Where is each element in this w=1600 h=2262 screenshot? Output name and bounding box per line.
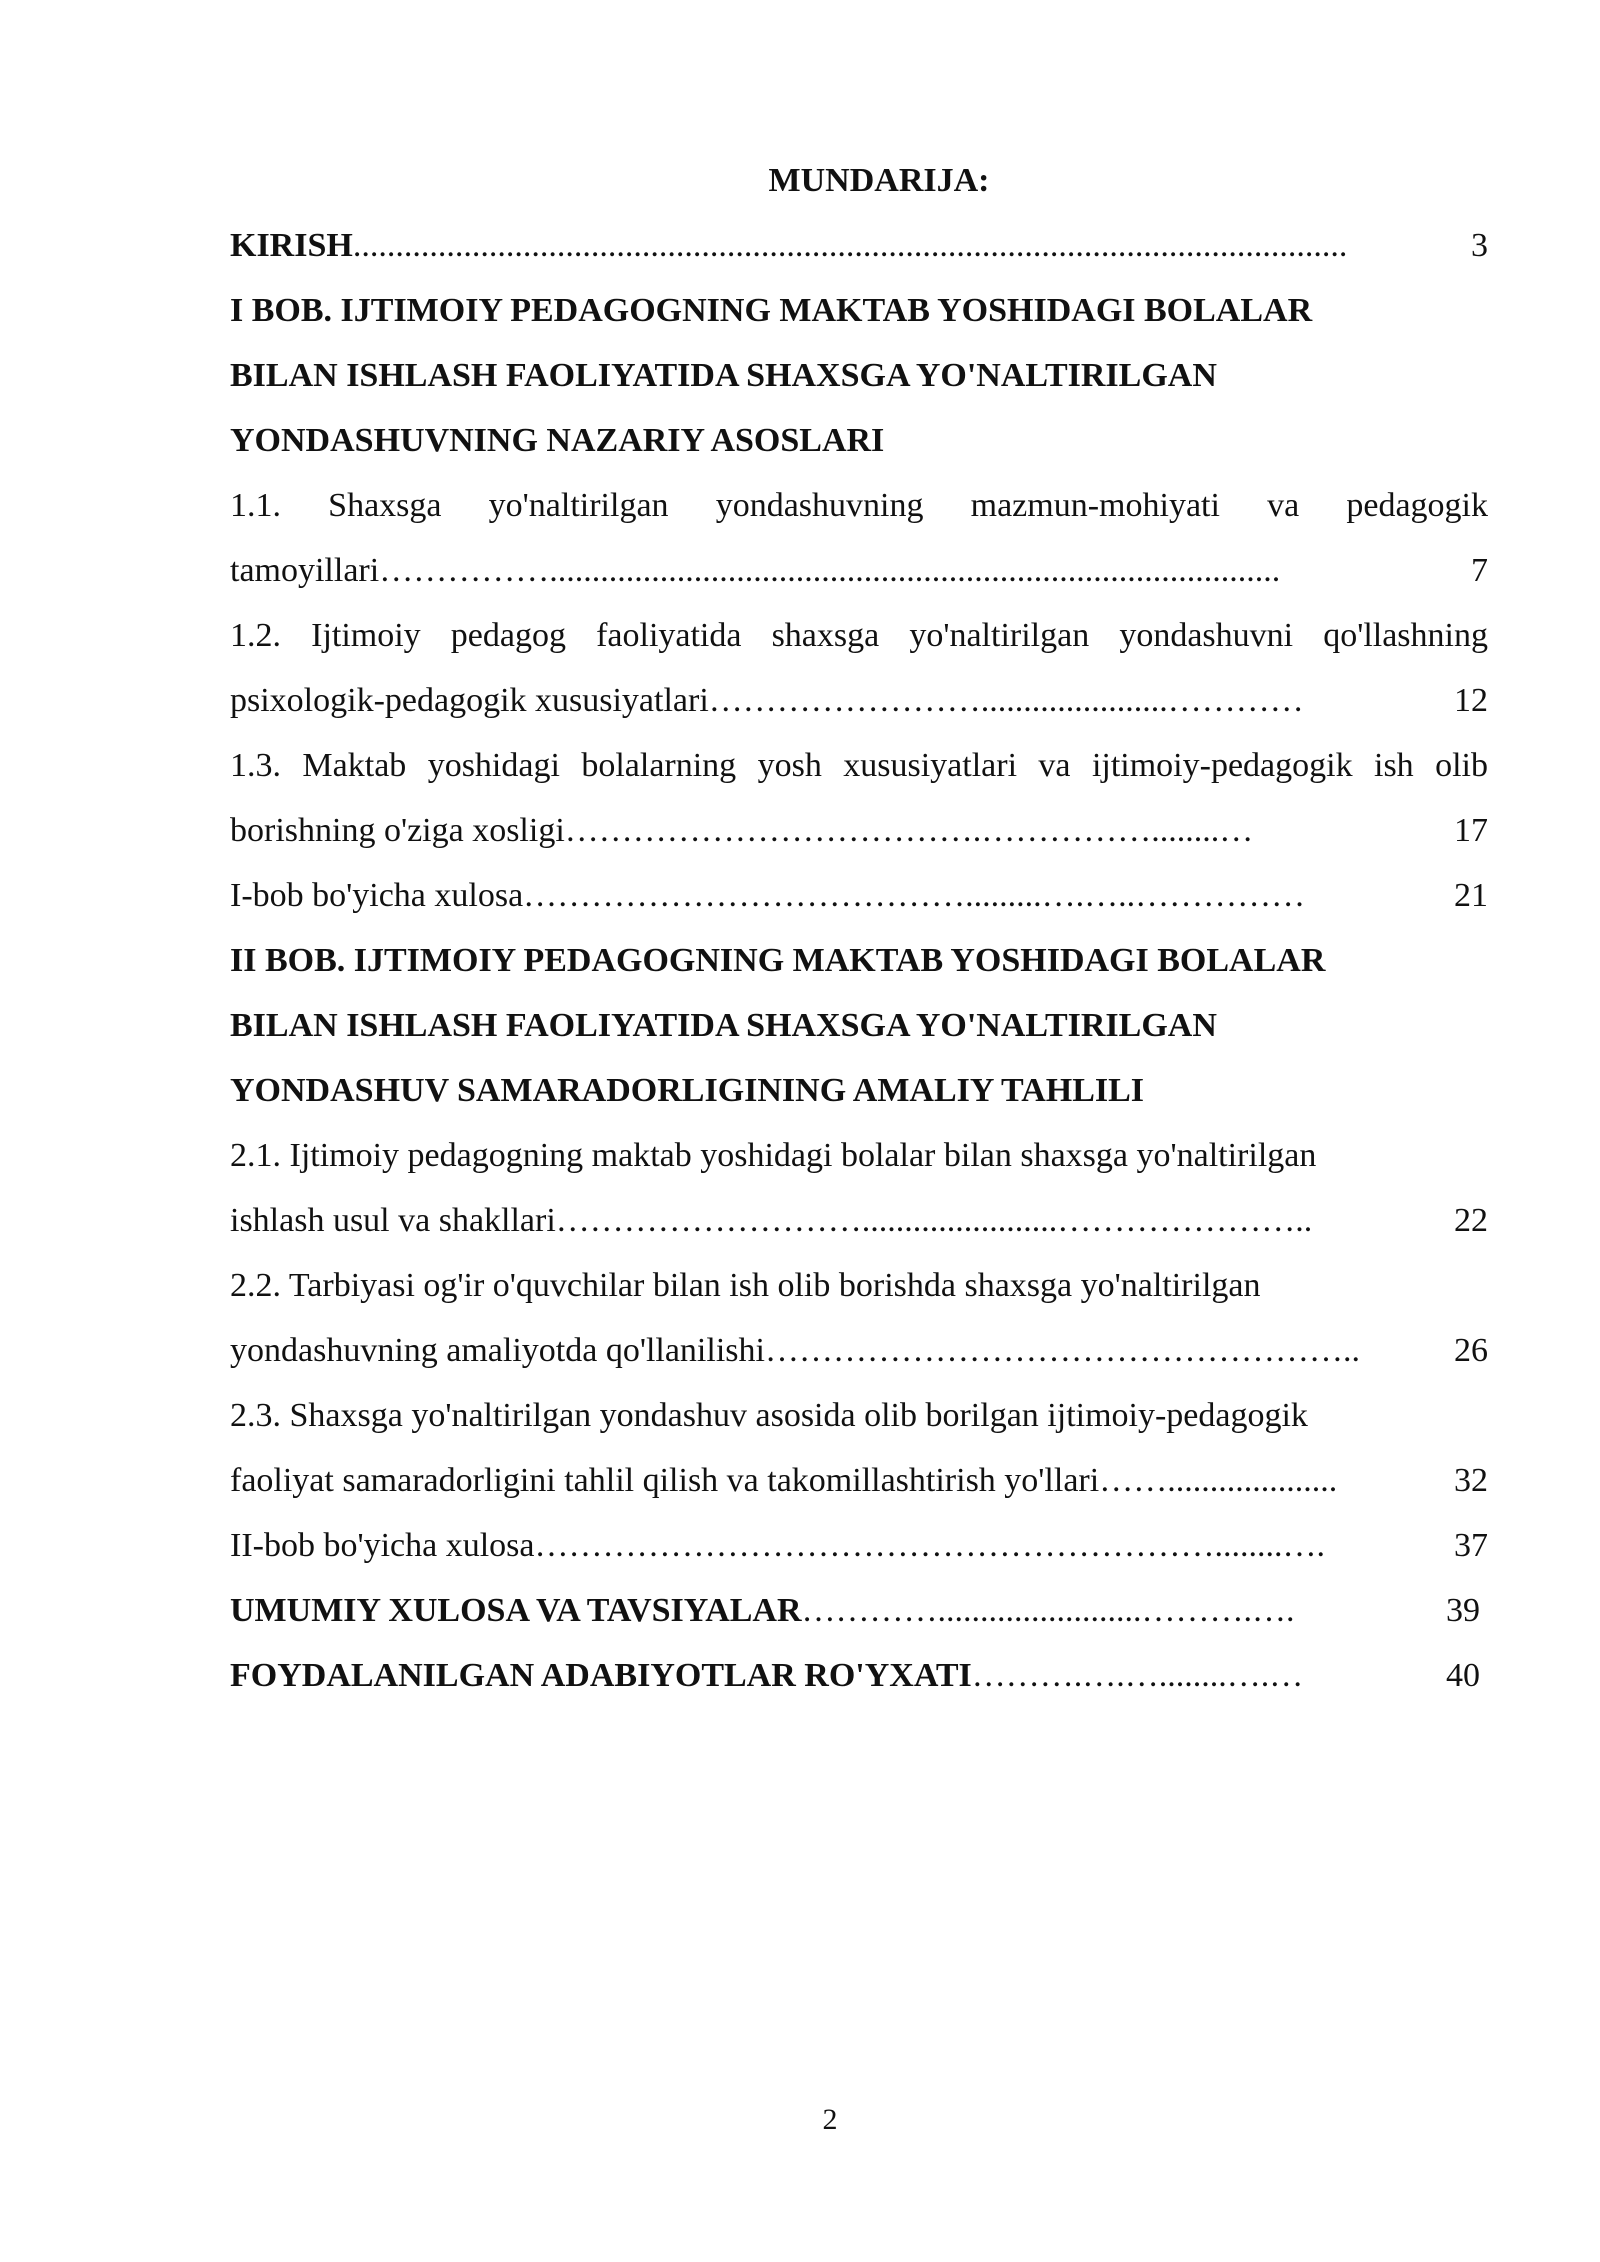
toc-entry-first-line: 1.3. Maktab yoshidagi bolalarning yosh xususiyatlari va ijtimoiy-pedagogik ish olib <box>230 747 1488 784</box>
toc-entry-label: tamoyillari <box>230 552 380 589</box>
toc-entry-last-line <box>230 668 1488 733</box>
toc-entry-chapter-1-summary[interactable] <box>230 863 1488 928</box>
toc-page-number: 17 <box>1454 812 1488 849</box>
toc-entry-first-line: 2.1. Ijtimoiy pedagogning maktab yoshidagi bolalar bilan shaxsga yo'naltirilgan <box>230 1137 1317 1174</box>
toc-entry-label: FOYDALANILGAN ADABIYOTLAR RO'YXATI <box>230 1657 972 1694</box>
toc-entry-last-line <box>230 538 1488 603</box>
toc-entry-1-2[interactable] <box>230 603 1488 733</box>
page-number: 2 <box>822 2103 838 2136</box>
toc-page-number: 22 <box>1454 1202 1488 1239</box>
toc-entry-label: II-bob bo'yicha xulosa <box>230 1527 535 1564</box>
table-of-contents <box>230 148 1488 1708</box>
toc-entry-label: yondashuvning amaliyotda qo'llanilishi <box>230 1332 765 1369</box>
toc-entry-label: borishning o'ziga xosligi <box>230 812 565 849</box>
toc-entry-label: I-bob bo'yicha xulosa <box>230 877 524 914</box>
toc-page-number: 21 <box>1454 877 1488 914</box>
toc-entry-general-conclusion[interactable] <box>230 1578 1480 1643</box>
toc-chapter-2-heading[interactable] <box>230 928 1488 1123</box>
toc-leader-dots: …………………………………………….. <box>764 1332 1360 1369</box>
toc-page-number: 26 <box>1454 1332 1488 1369</box>
toc-entry-last-line <box>230 1188 1488 1253</box>
toc-entry-first-line: 2.3. Shaxsga yo'naltirilgan yondashuv asosida olib borilgan ijtimoiy-pedagogik <box>230 1397 1308 1434</box>
toc-chapter-1-heading[interactable] <box>230 278 1488 473</box>
toc-leader-dots: ……………………………………………………........…. <box>534 1527 1325 1564</box>
chapter-heading-line: YONDASHUVNING NAZARIY ASOSLARI <box>230 422 885 459</box>
chapter-heading-line: YONDASHUV SAMARADORLIGINING AMALIY TAHLILI <box>230 1072 1145 1109</box>
toc-page-number: 40 <box>1446 1657 1480 1694</box>
toc-page-number: 12 <box>1454 682 1488 719</box>
toc-leader-dots: ……………………………….……………........… <box>564 812 1254 849</box>
toc-page-number: 37 <box>1454 1527 1488 1564</box>
toc-entry-label: psixologik-pedagogik xususiyatlari <box>230 682 709 719</box>
toc-entry-1-3[interactable] <box>230 733 1488 863</box>
toc-entry-2-2[interactable] <box>230 1253 1488 1383</box>
toc-leader-dots: ………………………………….........….…..…………… <box>523 877 1306 914</box>
toc-entry-last-line <box>230 1448 1488 1513</box>
toc-entry-first-line: 1.2. Ijtimoiy pedagog faoliyatida shaxsga yo'naltirilgan yondashuvni qo'llashning <box>230 617 1488 654</box>
toc-entry-first-line: 2.2. Tarbiyasi og'ir o'quvchilar bilan ish olib borishda shaxsga yo'naltirilgan <box>230 1267 1261 1304</box>
toc-page-number: 3 <box>1471 227 1488 264</box>
toc-leader-dots: …………........................……….…. <box>801 1592 1295 1629</box>
toc-leader-dots: ……….….…........….… <box>971 1657 1304 1694</box>
toc-entry-label: UMUMIY XULOSA VA TAVSIYALAR <box>230 1592 802 1629</box>
toc-entry-references[interactable] <box>230 1643 1480 1708</box>
toc-entry-kirish[interactable] <box>230 213 1488 278</box>
toc-entry-label: faoliyat samaradorligini tahlil qilish va takomillashtirish yo'llari <box>230 1462 1100 1499</box>
toc-title: MUNDARIJA: <box>768 162 990 199</box>
toc-entry-chapter-2-summary[interactable] <box>230 1513 1488 1578</box>
toc-leader-dots: ……………………......................………… <box>708 682 1304 719</box>
toc-entry-last-line <box>230 798 1488 863</box>
toc-entry-label: KIRISH <box>230 227 353 264</box>
toc-entry-1-1[interactable] <box>230 473 1488 603</box>
toc-leader-dots: ..................................................................................................................... <box>352 227 1348 264</box>
toc-page-number: 7 <box>1471 552 1488 589</box>
chapter-heading-line: I BOB. IJTIMOIY PEDAGOGNING MAKTAB YOSHIDAGI BOLALAR <box>230 292 1313 329</box>
toc-leader-dots: …….................... <box>1099 1462 1338 1499</box>
toc-page-number: 32 <box>1454 1462 1488 1499</box>
toc-leader-dots: ……………...................................................................................... <box>379 552 1281 589</box>
chapter-heading-line: II BOB. IJTIMOIY PEDAGOGNING MAKTAB YOSHIDAGI BOLALAR <box>230 942 1326 979</box>
toc-page-number: 39 <box>1446 1592 1480 1629</box>
toc-entry-2-1[interactable] <box>230 1123 1488 1253</box>
chapter-heading-line: BILAN ISHLASH FAOLIYATIDA SHAXSGA YO'NALTIRILGAN <box>230 357 1217 394</box>
toc-leader-dots: ……………………….......................………………….. <box>555 1202 1313 1239</box>
toc-entry-last-line <box>230 1318 1488 1383</box>
toc-entry-first-line: 1.1. Shaxsga yo'naltirilgan yondashuvning mazmun-mohiyati va pedagogik <box>230 487 1488 524</box>
toc-entry-2-3[interactable] <box>230 1383 1488 1513</box>
chapter-heading-line: BILAN ISHLASH FAOLIYATIDA SHAXSGA YO'NALTIRILGAN <box>230 1007 1217 1044</box>
toc-entry-label: ishlash usul va shakllari <box>230 1202 556 1239</box>
